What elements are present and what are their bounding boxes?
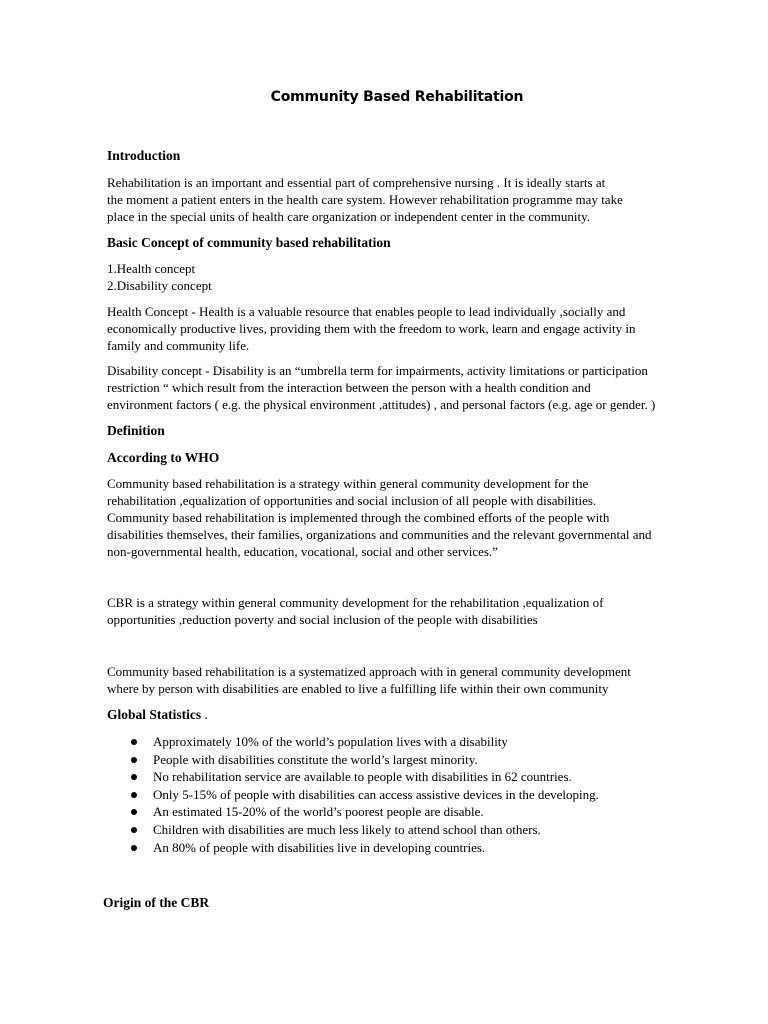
- list-item: [107, 768, 599, 786]
- list-item: [107, 786, 599, 804]
- who-subheading: According to WHO: [107, 450, 220, 465]
- bullet-icon: [131, 792, 137, 798]
- paragraph-line: Health Concept - Health is a valuable resource that enables people to lead individually ,socially and: [107, 304, 626, 319]
- paragraph-line: non-governmental health, education, vocational, social and other services.”: [107, 544, 498, 559]
- paragraph-line: rehabilitation ,equalization of opportunities and social inclusion of all people with disabilities.: [107, 493, 597, 508]
- basic-concept-list: [107, 260, 727, 294]
- global-statistics-heading-text: Global Statistics: [107, 707, 202, 722]
- paragraph-line: opportunities ,reduction poverty and social inclusion of the people with disabilities: [107, 612, 538, 627]
- bullet-icon: [131, 757, 137, 763]
- list-item-text: No rehabilitation service are available to people with disabilities in 62 countries.: [153, 769, 572, 785]
- bullet-icon: [131, 845, 137, 851]
- list-item-text: People with disabilities constitute the world’s largest minority.: [153, 751, 478, 767]
- paragraph-line: Rehabilitation is an important and essential part of comprehensive nursing . It is ideally starts at: [107, 175, 606, 190]
- global-statistics-heading: [107, 706, 208, 723]
- bullet-icon: [131, 774, 137, 780]
- paragraph-line: Disability concept - Disability is an “umbrella term for impairments, activity limitations or participation: [107, 363, 648, 378]
- list-item: [107, 733, 599, 751]
- systematized-approach-paragraph: [107, 663, 727, 697]
- list-item-text: An 80% of people with disabilities live in developing countries.: [153, 839, 486, 855]
- list-item-text: An estimated 15-20% of the world’s poorest people are disable.: [153, 804, 484, 820]
- introduction-paragraph: [107, 174, 727, 225]
- cbr-definition-paragraph: [107, 594, 727, 628]
- introduction-heading: Introduction: [107, 148, 181, 163]
- bullet-icon: [131, 739, 137, 745]
- definition-heading: Definition: [107, 423, 165, 438]
- global-statistics-list: [107, 733, 599, 856]
- origin-heading: Origin of the CBR: [103, 895, 210, 910]
- list-item: [107, 803, 599, 821]
- paragraph-line: CBR is a strategy within general community development for the rehabilitation ,equalization of: [107, 595, 604, 610]
- bullet-icon: [131, 809, 137, 815]
- paragraph-line: the moment a patient enters in the health care system. However rehabilitation programme may take: [107, 192, 623, 207]
- basic-concept-heading: Basic Concept of community based rehabilitation: [107, 235, 391, 250]
- paragraph-line: Community based rehabilitation is implemented through the combined efforts of the people with: [107, 510, 610, 525]
- list-item-text: Approximately 10% of the world’s population lives with a disability: [153, 734, 508, 749]
- paragraph-line: Community based rehabilitation is a strategy within general community development for the: [107, 476, 589, 491]
- list-item: [107, 839, 599, 857]
- paragraph-line: family and community life.: [107, 338, 250, 353]
- paragraph-line: economically productive lives, providing them with the freedom to work, learn and engage activity in: [107, 321, 636, 336]
- concept-item: 2.Disability concept: [107, 278, 212, 293]
- concept-item: 1.Health concept: [107, 261, 196, 276]
- document-title: Community Based Rehabilitation: [270, 89, 524, 105]
- paragraph-line: Community based rehabilitation is a systematized approach with in general community development: [107, 664, 631, 679]
- paragraph-line: place in the special units of health care organization or independent center in the community.: [107, 209, 590, 224]
- disability-concept-paragraph: [107, 362, 727, 413]
- list-item: [107, 821, 599, 839]
- paragraph-line: where by person with disabilities are enabled to live a fulfilling life within their own community: [107, 681, 609, 696]
- paragraph-line: environment factors ( e.g. the physical environment ,attitudes) , and personal factors (e.g. age or gender. ): [107, 397, 656, 412]
- list-item-text: Only 5-15% of people with disabilities can access assistive devices in the developing.: [153, 786, 599, 802]
- bullet-icon: [131, 827, 137, 833]
- who-definition-paragraph: [107, 475, 727, 560]
- list-item-text: Children with disabilities are much less likely to attend school than others.: [153, 821, 541, 837]
- paragraph-line: disabilities themselves, their families, organizations and communities and the relevant governmental and: [107, 527, 652, 542]
- list-item: [107, 751, 599, 769]
- health-concept-paragraph: [107, 303, 727, 354]
- heading-trailing-period: .: [201, 707, 208, 722]
- paragraph-line: restriction “ which result from the interaction between the person with a health condition and: [107, 380, 591, 395]
